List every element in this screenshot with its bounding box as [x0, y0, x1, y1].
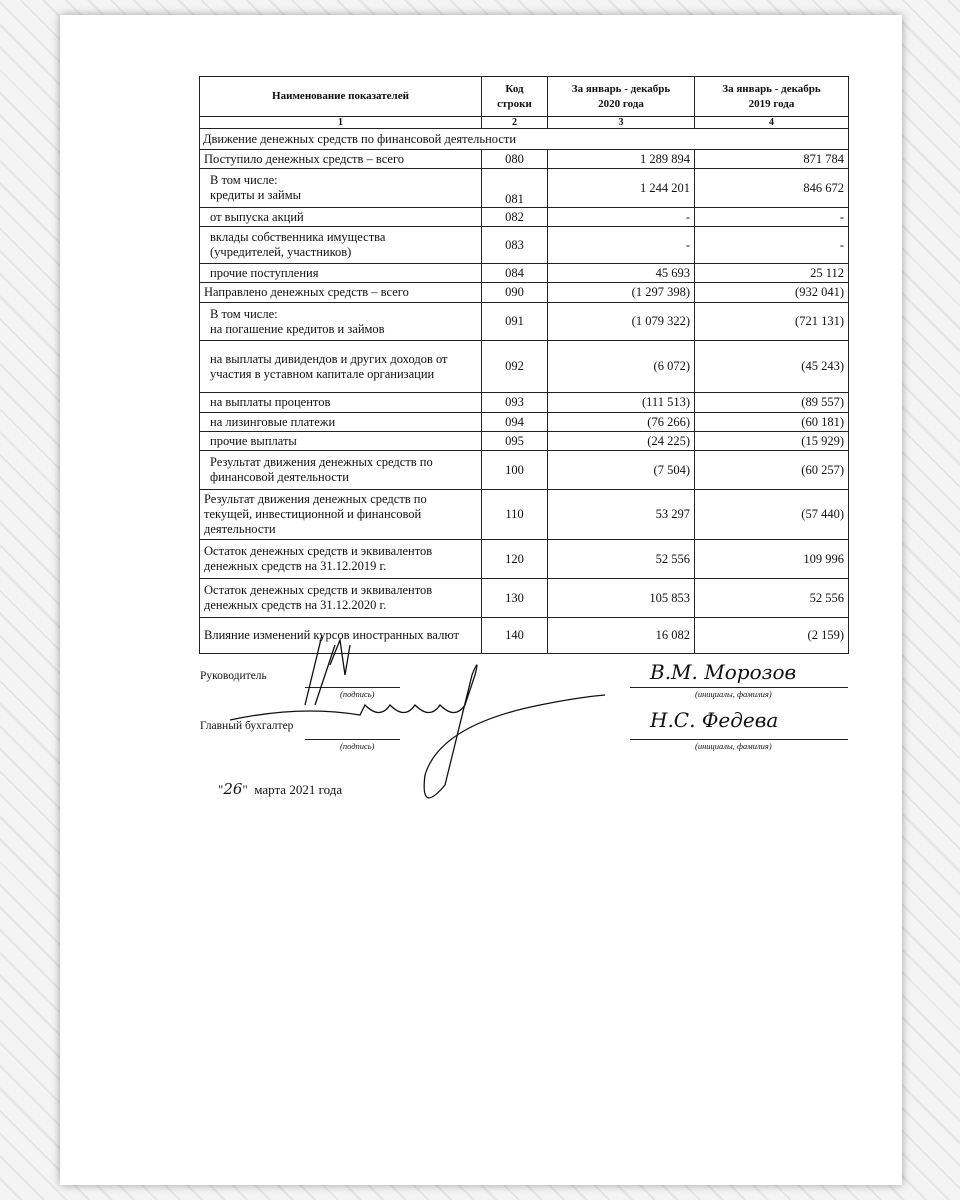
head-label: Руководитель	[200, 670, 267, 682]
colnum: 1	[200, 117, 482, 129]
head-signature-caption: (подпись)	[340, 689, 375, 699]
row-name: на выплаты процентов	[200, 393, 482, 413]
row-code: 081	[482, 169, 548, 208]
row-code: 130	[482, 579, 548, 618]
value-2019: (15 929)	[695, 432, 849, 451]
header-2020: За январь - декабрь 2020 года	[548, 77, 695, 117]
row-name: Остаток денежных средств и эквивалентов денежных средств на 31.12.2019 г.	[200, 540, 482, 579]
value-2020: 1 244 201	[548, 169, 695, 208]
row-name: Результат движения денежных средств по финансовой деятельности	[200, 451, 482, 490]
date-day: 26	[223, 780, 243, 798]
row-code: 110	[482, 490, 548, 540]
header-name: Наименование показателей	[200, 77, 482, 117]
row-code: 080	[482, 150, 548, 169]
value-2020: -	[548, 208, 695, 227]
head-name-caption: (инициалы, фамилия)	[695, 689, 772, 699]
value-2020: (1 297 398)	[548, 283, 695, 303]
value-2019: 109 996	[695, 540, 849, 579]
accountant-name: Н.С. Федева	[650, 708, 779, 732]
row-name: на выплаты дивидендов и других доходов от участия в уставном капитале организации	[200, 341, 482, 393]
row-code: 094	[482, 413, 548, 432]
value-2019: 52 556	[695, 579, 849, 618]
row-name: В том числе: кредиты и займы	[200, 169, 482, 208]
row-code: 084	[482, 264, 548, 283]
colnum: 2	[482, 117, 548, 129]
row-name: Влияние изменений курсов иностранных валют	[200, 618, 482, 654]
colnum: 4	[695, 117, 849, 129]
row-name: прочие поступления	[200, 264, 482, 283]
row-code: 091	[482, 303, 548, 341]
accountant-name-caption: (инициалы, фамилия)	[695, 741, 772, 751]
value-2020: 1 289 894	[548, 150, 695, 169]
row-name: Результат движения денежных средств по текущей, инвестиционной и финансовой деятельности	[200, 490, 482, 540]
row-code: 093	[482, 393, 548, 413]
value-2020: (7 504)	[548, 451, 695, 490]
date-line: "26" марта 2021 года	[218, 780, 343, 798]
value-2020: (1 079 322)	[548, 303, 695, 341]
row-name: прочие выплаты	[200, 432, 482, 451]
value-2020: 53 297	[548, 490, 695, 540]
row-name: Остаток денежных средств и эквивалентов денежных средств на 31.12.2020 г.	[200, 579, 482, 618]
row-code: 083	[482, 227, 548, 264]
value-2020: (24 225)	[548, 432, 695, 451]
value-2019: (60 257)	[695, 451, 849, 490]
value-2019: 871 784	[695, 150, 849, 169]
value-2019: (45 243)	[695, 341, 849, 393]
value-2019: (60 181)	[695, 413, 849, 432]
head-name: В.М. Морозов	[650, 660, 797, 684]
value-2019: (721 131)	[695, 303, 849, 341]
row-code: 120	[482, 540, 548, 579]
row-code: 140	[482, 618, 548, 654]
value-2020: 16 082	[548, 618, 695, 654]
accountant-label: Главный бухгалтер	[200, 720, 294, 732]
row-code: 082	[482, 208, 548, 227]
row-code: 100	[482, 451, 548, 490]
row-code: 090	[482, 283, 548, 303]
colnum: 3	[548, 117, 695, 129]
row-name: В том числе: на погашение кредитов и займов	[200, 303, 482, 341]
value-2020: 52 556	[548, 540, 695, 579]
value-2019: -	[695, 227, 849, 264]
date-rest: марта 2021 года	[254, 782, 343, 797]
row-name: на лизинговые платежи	[200, 413, 482, 432]
accountant-signature-caption: (подпись)	[340, 741, 375, 751]
row-name: Поступило денежных средств – всего	[200, 150, 482, 169]
row-code: 092	[482, 341, 548, 393]
header-code: Код строки	[482, 77, 548, 117]
value-2019: (932 041)	[695, 283, 849, 303]
value-2020: 105 853	[548, 579, 695, 618]
row-code: 095	[482, 432, 548, 451]
value-2019: (2 159)	[695, 618, 849, 654]
section-title: Движение денежных средств по финансовой деятельности	[200, 129, 849, 150]
row-name: вклады собственника имущества (учредителей, участников)	[200, 227, 482, 264]
value-2019: (89 557)	[695, 393, 849, 413]
header-2019: За январь - декабрь 2019 года	[695, 77, 849, 117]
row-name: от выпуска акций	[200, 208, 482, 227]
document-page	[60, 15, 902, 1185]
value-2020: -	[548, 227, 695, 264]
value-2020: (6 072)	[548, 341, 695, 393]
value-2019: 846 672	[695, 169, 849, 208]
value-2020: (76 266)	[548, 413, 695, 432]
row-name: Направлено денежных средств – всего	[200, 283, 482, 303]
handwritten-signatures	[60, 15, 902, 815]
value-2020: 45 693	[548, 264, 695, 283]
value-2019: -	[695, 208, 849, 227]
accountant-signature	[230, 665, 605, 798]
head-signature	[305, 635, 350, 705]
value-2019: 25 112	[695, 264, 849, 283]
value-2020: (111 513)	[548, 393, 695, 413]
value-2019: (57 440)	[695, 490, 849, 540]
